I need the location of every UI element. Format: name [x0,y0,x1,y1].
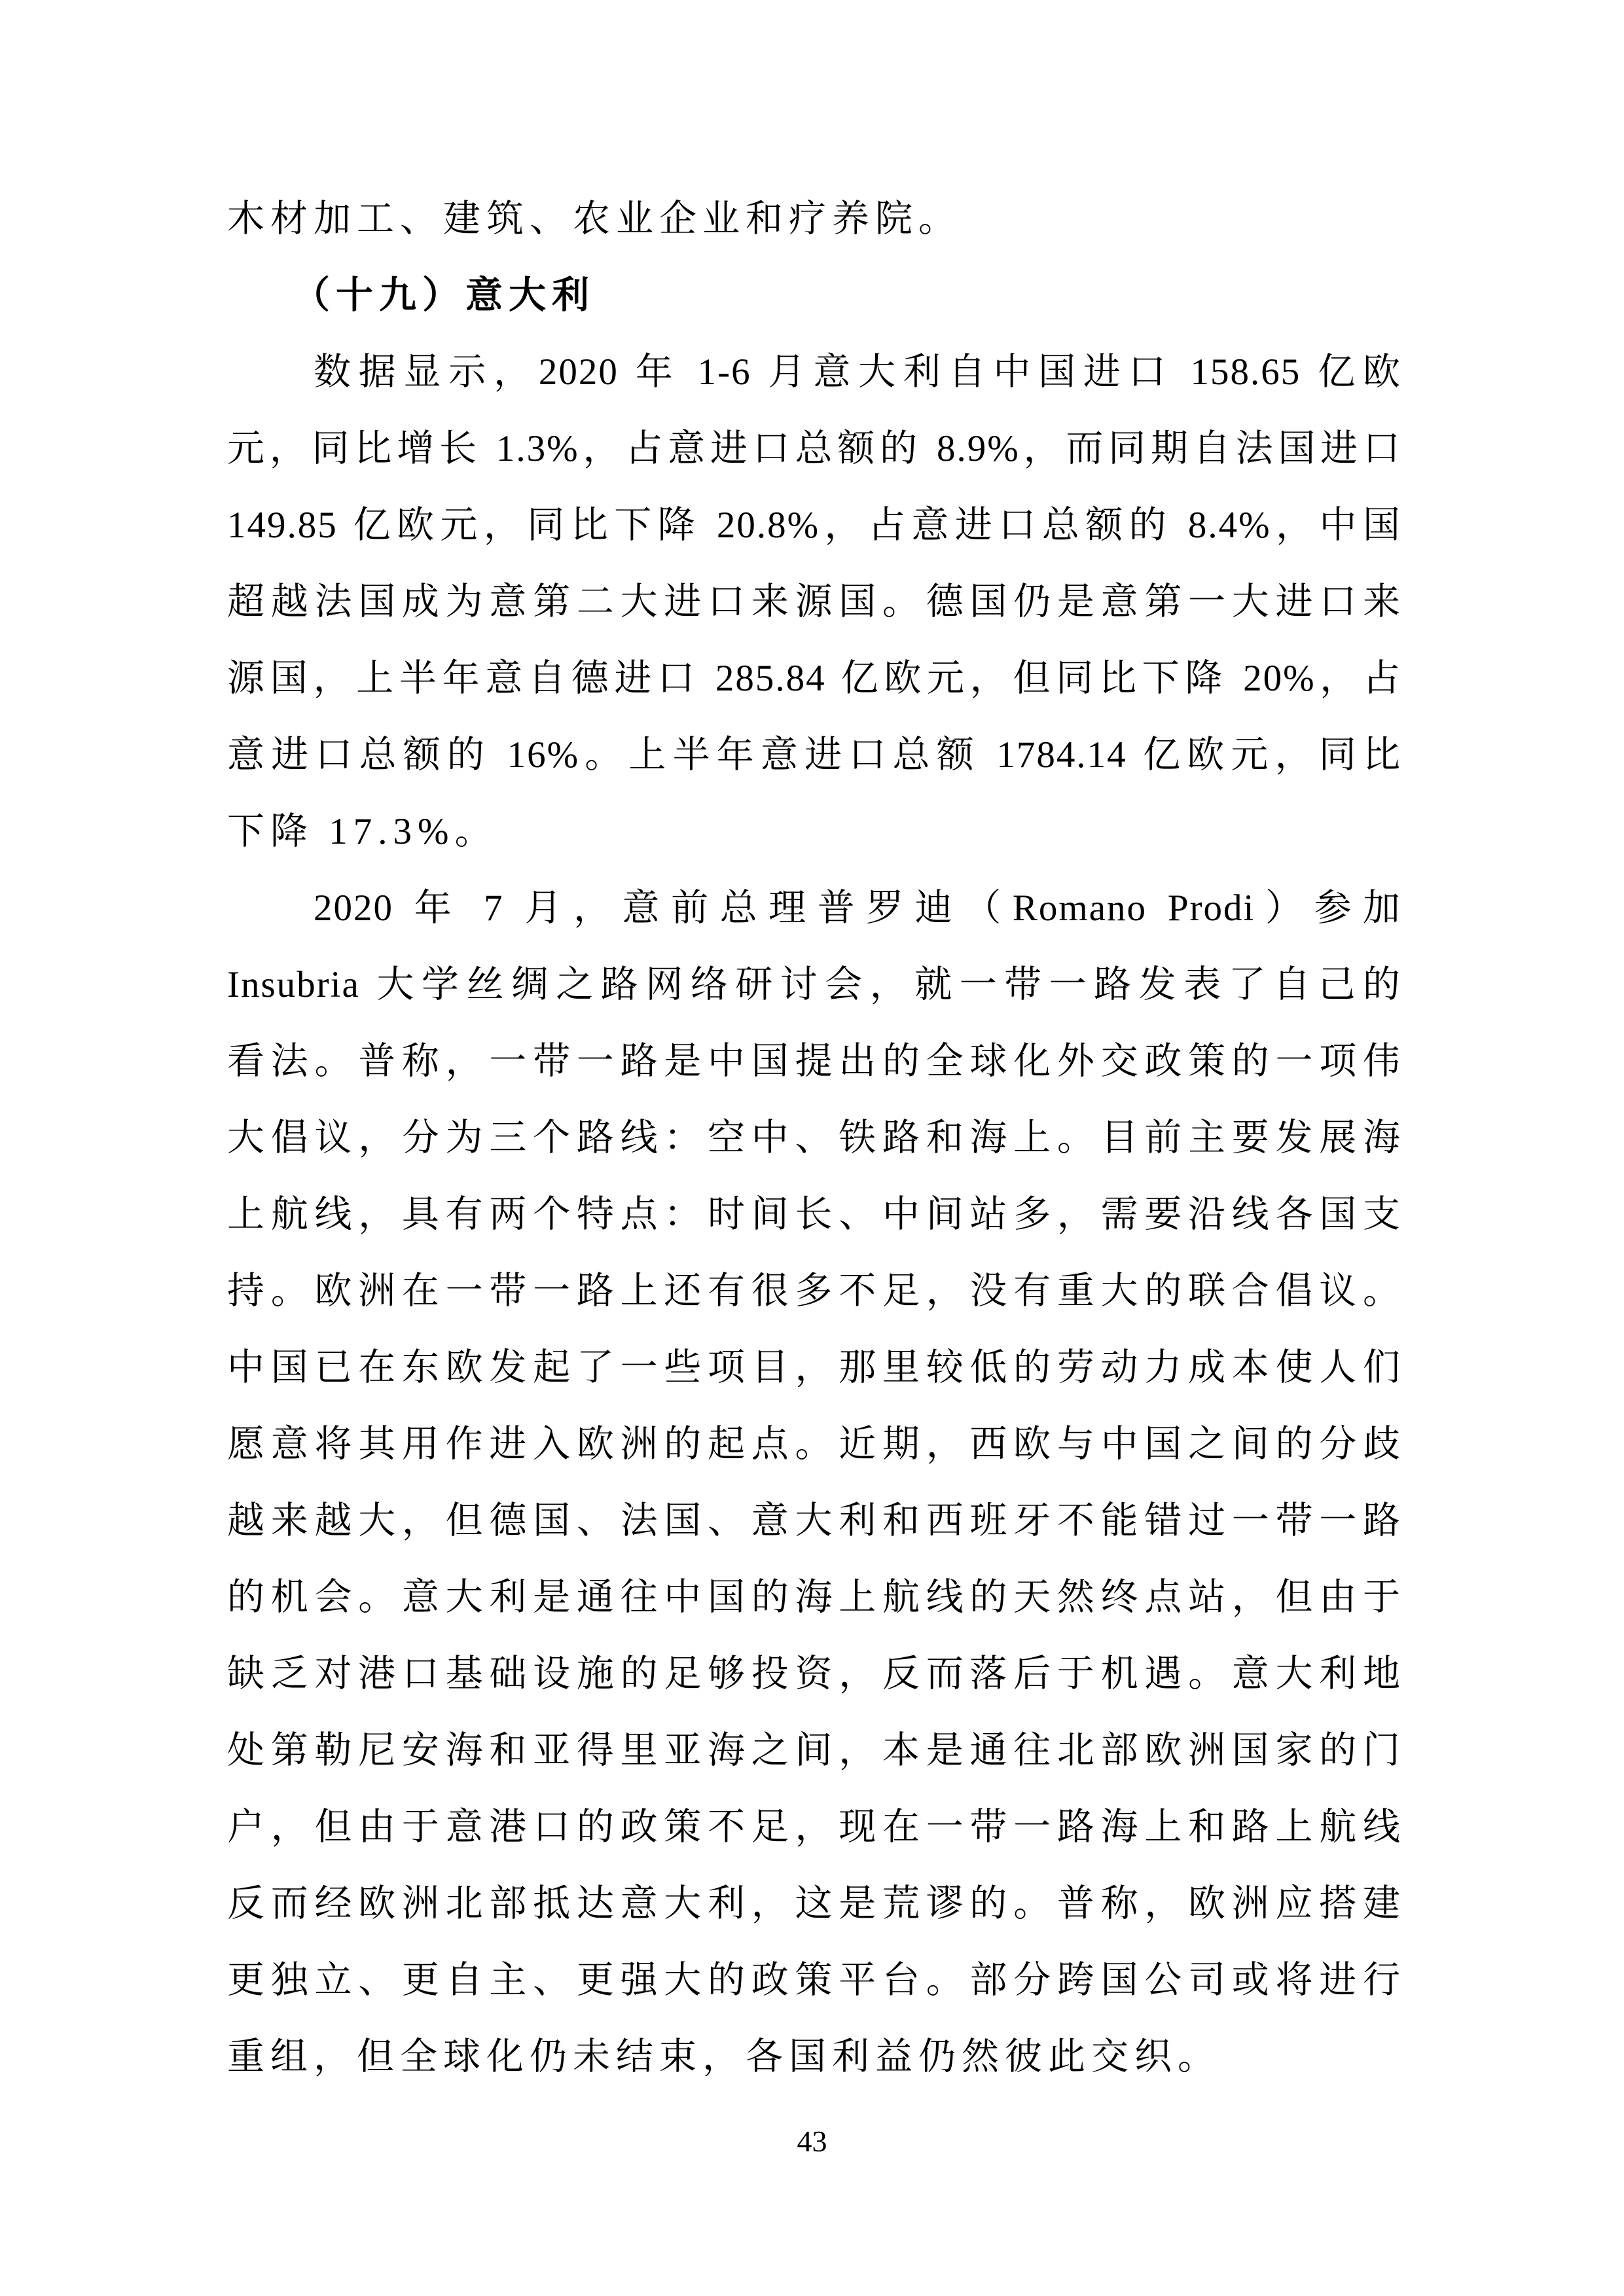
page-number: 43 [797,2125,827,2158]
body-text-line: 上航线，具有两个特点：时间长、中间站多，需要沿线各国支 [227,1194,1401,1235]
body-text-line: 处第勒尼安海和亚得里亚海之间，本是通往北部欧洲国家的门 [227,1730,1401,1771]
body-text-line: 更独立、更自主、更强大的政策平台。部分跨国公司或将进行 [227,1960,1401,2001]
body-text-line: 越来越大，但德国、法国、意大利和西班牙不能错过一带一路 [227,1500,1401,1541]
body-text-line: 反而经欧洲北部抵达意大利，这是荒谬的。普称，欧洲应搭建 [227,1883,1401,1924]
document-body [227,181,1401,2095]
body-text-line: 2020 年 7 月，意前总理普罗迪（Romano Prodi）参加 [314,888,1401,929]
body-text-line: 超越法国成为意第二大进口来源国。德国仍是意第一大进口来 [227,581,1401,622]
body-text-line: 中国已在东欧发起了一些项目，那里较低的劳动力成本使人们 [227,1347,1401,1388]
body-text-line: 源国，上半年意自德进口 285.84 亿欧元，但同比下降 20%，占 [227,658,1401,699]
body-text-line: 大倡议，分为三个路线：空中、铁路和海上。目前主要发展海 [227,1117,1401,1158]
section-heading: （十九）意大利 [293,275,595,316]
body-text-line: 下降 17.3%。 [227,811,498,852]
body-text-line: 数据显示，2020 年 1-6 月意大利自中国进口 158.65 亿欧 [314,351,1401,393]
body-text-line: 149.85 亿欧元，同比下降 20.8%，占意进口总额的 8.4%，中国 [227,505,1401,546]
body-text-line: 意进口总额的 16%。上半年意进口总额 1784.14 亿欧元，同比 [227,734,1401,776]
body-text-line: 看法。普称，一带一路是中国提出的全球化外交政策的一项伟 [227,1041,1401,1082]
body-text-line: 的机会。意大利是通往中国的海上航线的天然终点站，但由于 [227,1577,1401,1618]
body-text-line: 持。欧洲在一带一路上还有很多不足，没有重大的联合倡议。 [227,1270,1401,1312]
body-text-line: 户，但由于意港口的政策不足，现在一带一路海上和路上航线 [227,1806,1401,1848]
body-text-line: Insubria 大学丝绸之路网络研讨会，就一带一路发表了自己的 [227,964,1401,1005]
body-text-line: 愿意将其用作进入欧洲的起点。近期，西欧与中国之间的分歧 [227,1424,1401,1465]
body-text-line: 木材加工、建筑、农业企业和疗养院。 [227,198,962,240]
body-text-line: 缺乏对港口基础设施的足够投资，反而落后于机遇。意大利地 [227,1653,1401,1695]
body-text-line: 重组，但全球化仍未结束，各国利益仍然彼此交织。 [227,2036,1221,2077]
body-text-line: 元，同比增长 1.3%，占意进口总额的 8.9%，而同期自法国进口 [227,428,1401,469]
